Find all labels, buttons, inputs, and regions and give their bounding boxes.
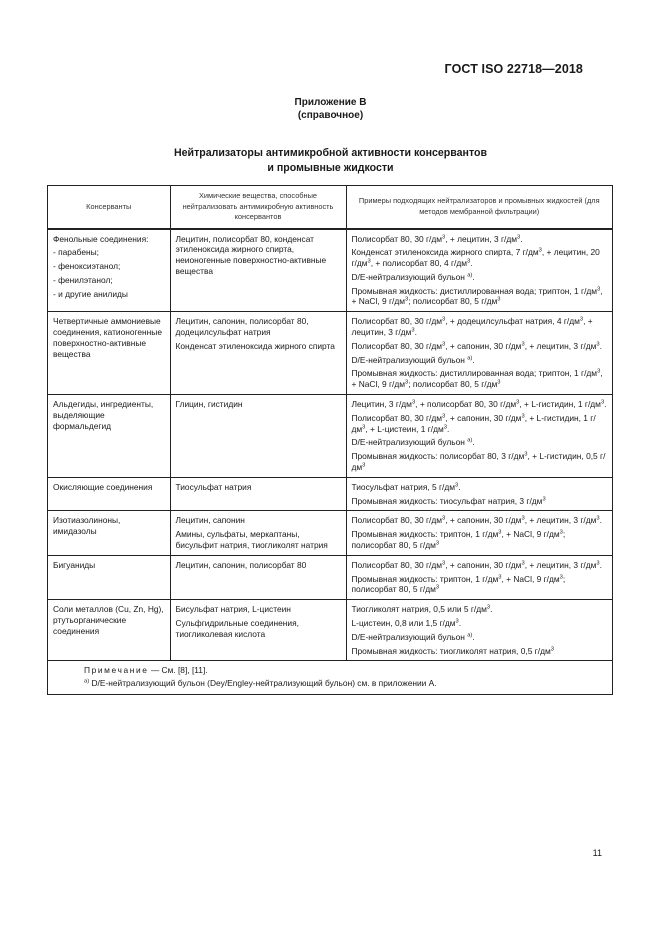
examples-line: Конденсат этиленоксида жирного спирта, 7 $г/дм^3$, + лецитин, 20 $г/дм^3$, + полисорбат 80, 4 $г/дм^3$. [351, 247, 600, 269]
note-line [56, 664, 604, 677]
table-notes [48, 661, 612, 694]
chemicals-line: Лецитин, сапонин [175, 515, 245, 526]
chemicals-line: Лецитин, полисорбат 80, конденсат этиленоксида жирного спирта, неионогенные поверхностно-активные вещества [175, 233, 327, 276]
examples-cell [346, 229, 612, 312]
preservative-line: Соли металлов (Cu, Zn, Hg), ртутьорганические соединения [53, 604, 164, 636]
table-header-row [48, 186, 612, 229]
examples-cell [346, 395, 612, 478]
table-title [0, 146, 661, 176]
note-text: — См. [8], [11]. [150, 665, 208, 676]
chemicals-cell [170, 555, 346, 599]
chemicals-cell [170, 229, 346, 312]
header-preservatives: Консерванты [48, 186, 170, 229]
preservative-line: Изотиазолиноны, имидазолы [53, 515, 121, 537]
preservative-line: Четвертичные аммониевые соединения, катионогенные поверхностно-активные вещества [53, 316, 162, 359]
document-code: ГОСТ ISO 22718—2018 [444, 62, 583, 76]
examples-cell [346, 477, 612, 511]
preservative-cell [48, 511, 170, 555]
examples-line: Промывная жидкость: тиогликолят натрия, 0,5 $г/дм^3$ [351, 645, 554, 656]
chemicals-line: Бисульфат натрия, L-цистеин [175, 604, 291, 615]
preservative-line: Фенольные соединения: [53, 233, 149, 244]
examples-line: Промывная жидкость: дистиллированная вода; триптон, 1 $г/дм^3$, + NaCl, 9 $г/дм^3$; полисорбат 80, 5 $г/дм^3$ [351, 285, 603, 307]
examples-line: L-цистеин, 0,8 или 1,5 $г/дм^3$. [351, 618, 462, 629]
preservative-cell [48, 555, 170, 599]
examples-line: Промывная жидкость: триптон, 1 $г/дм^3$, + NaCl, 9 $г/дм^3$; полисорбат 80, 5 $г/дм^3$ [351, 573, 566, 595]
examples-line: Полисорбат 80, 30 $г/дм^3$, + додецилсульфат натрия, 4 $г/дм^3$, + лецитин, 3 $г/дм^3$. [351, 316, 593, 338]
preservative-cell [48, 477, 170, 511]
examples-line: Промывная жидкость: триптон, 1 $г/дм^3$, + NaCl, 9 $г/дм^3$; полисорбат 80, 5 $г/дм^3$ [351, 529, 566, 551]
note-label: Примечание [84, 665, 149, 676]
footnote-marker: а) [84, 678, 90, 685]
examples-line: Тиосульфат натрия, 5 $г/дм^3$. [351, 481, 461, 492]
preservative-line: - феноксиэтанол; [53, 261, 121, 272]
chemicals-cell [170, 395, 346, 478]
table-title-line-2: и промывные жидкости [267, 162, 394, 174]
preservative-line: Окисляющие соединения [53, 481, 153, 492]
examples-line: Тиогликолят натрия, 0,5 или 5 $г/дм^3$. [351, 604, 493, 615]
examples-line: Промывная жидкость: дистиллированная вода; триптон, 1 $г/дм^3$, + NaCl, 9 $г/дм^3$; полисорбат 80, 5 $г/дм^3$ [351, 368, 603, 390]
examples-line: D/E-нейтрализующий бульон $^{а)}$. [351, 631, 475, 642]
chemicals-line: Сульфгидрильные соединения, тиогликолевая кислота [175, 618, 299, 639]
appendix-title: Приложение В [294, 97, 367, 108]
chemicals-line: Лецитин, сапонин, полисорбат 80, додецилсульфат натрия [175, 316, 309, 338]
table-row [48, 312, 612, 395]
examples-cell [346, 555, 612, 599]
examples-line: Полисорбат 80, 30 $г/дм^3$, + сапонин, 30 $г/дм^3$, + лецитин, 3 $г/дм^3$. [351, 515, 602, 526]
table-row [48, 600, 612, 661]
table-row [48, 511, 612, 555]
preservative-line: Бигуаниды [53, 559, 96, 570]
preservative-line: - фенилэтанол; [53, 274, 113, 285]
preservative-line: - и другие анилиды [53, 288, 128, 299]
header-examples: Примеры подходящих нейтрализаторов и промывных жидкостей (для методов мембранной фильтрации) [346, 186, 612, 229]
chemicals-line: Конденсат этиленоксида жирного спирта [175, 340, 335, 351]
neutralizers-table [48, 186, 612, 661]
chemicals-cell [170, 511, 346, 555]
preservative-cell [48, 229, 170, 312]
examples-line: D/E-нейтрализующий бульон $^{а)}$. [351, 271, 475, 282]
examples-line: D/E-нейтрализующий бульон $^{а)}$. [351, 437, 475, 448]
table-title-line-1: Нейтрализаторы антимикробной активности консервантов [174, 147, 487, 159]
examples-line: Полисорбат 80, 30 $г/дм^3$, + сапонин, 30 $г/дм^3$, + лецитин, 3 $г/дм^3$. [351, 340, 602, 351]
examples-line: Полисорбат 80, 30 $г/дм^3$, + сапонин, 30 $г/дм^3$, + L-гистидин, 1 $г/дм^3$, + L-цистеин, 1 $г/дм^3$. [351, 412, 596, 434]
examples-line: Полисорбат 80, 30 $г/дм^3$, + сапонин, 30 $г/дм^3$, + лецитин, 3 $г/дм^3$. [351, 559, 602, 570]
table-row [48, 395, 612, 478]
chemicals-line: Глицин, гистидин [175, 399, 243, 410]
examples-cell [346, 600, 612, 661]
preservative-cell [48, 395, 170, 478]
examples-line: Промывная жидкость: тиосульфат натрия, 3 $г/дм^3$ [351, 495, 546, 506]
table-body [48, 229, 612, 661]
chemicals-cell [170, 477, 346, 511]
examples-cell [346, 511, 612, 555]
preservative-line: Альдегиды, ингредиенты, выделяющие формальдегид [53, 399, 154, 431]
footnote-line [56, 677, 604, 690]
footnote-text: D/E-нейтрализующий бульон (Dey/Engley-нейтрализующий бульон) см. в приложении А. [91, 677, 437, 688]
chemicals-line: Тиосульфат натрия [175, 481, 252, 492]
table-row [48, 555, 612, 599]
examples-line: D/E-нейтрализующий бульон $^{а)}$. [351, 354, 475, 365]
neutralizers-table-frame [47, 185, 613, 695]
preservative-cell [48, 312, 170, 395]
appendix-heading [0, 96, 661, 122]
chemicals-line: Лецитин, сапонин, полисорбат 80 [175, 559, 307, 570]
examples-line: Промывная жидкость: полисорбат 80, 3 $г/дм^3$, + L-гистидин, 0,5 $г/дм^3$ [351, 451, 606, 473]
header-chemicals: Химические вещества, способные нейтрализовать антимикробную активность консервантов [170, 186, 346, 229]
table-row [48, 477, 612, 511]
preservative-line: - парабены; [53, 247, 99, 258]
preservative-cell [48, 600, 170, 661]
examples-line: Полисорбат 80, 30 $г/дм^3$, + лецитин, 3 $г/дм^3$. [351, 233, 523, 244]
examples-line: Лецитин, 3 $г/дм^3$, + полисорбат 80, 30 $г/дм^3$, + L-гистидин, 1 $г/дм^3$. [351, 399, 607, 410]
page-number: 11 [592, 848, 602, 858]
examples-cell [346, 312, 612, 395]
table-row [48, 229, 612, 312]
chemicals-cell [170, 312, 346, 395]
chemicals-cell [170, 600, 346, 661]
chemicals-line: Амины, сульфаты, меркаптаны, бисульфит натрия, тиогликолят натрия [175, 529, 328, 551]
appendix-subtitle: (справочное) [297, 110, 364, 121]
